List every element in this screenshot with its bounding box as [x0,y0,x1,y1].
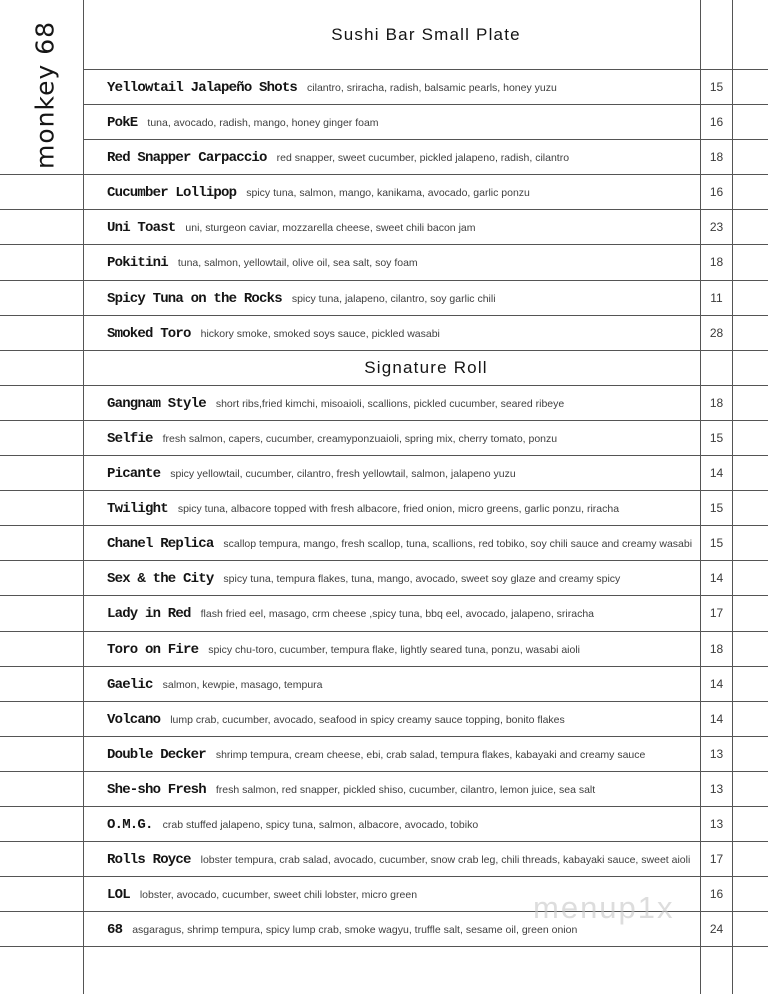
left-margin-cell [0,632,84,667]
left-margin-cell [0,386,84,421]
price-cell [700,351,733,386]
price-cell [700,105,733,140]
item-price: 15 [709,501,724,516]
item-description: spicy tuna, salmon, mango, kanikama, avocado, garlic ponzu [246,187,530,200]
right-margin-cell [733,561,768,596]
item-name: She-sho Fresh [107,781,206,798]
item-price: 16 [709,115,724,130]
left-margin-cell [0,526,84,561]
left-margin-cell [0,210,84,245]
restaurant-name: monkey 68 [30,20,60,170]
item-description: spicy tuna, jalapeno, cilantro, soy garlic chili [291,292,496,305]
item-description: salmon, kewpie, masago, tempura [162,678,323,691]
price-cell [700,386,733,421]
left-margin-cell [0,912,84,947]
menu-item-row [84,281,700,316]
item-description: spicy tuna, tempura flakes, tuna, mango, avocado, sweet soy glaze and creamy spicy [223,573,621,586]
item-price: 23 [709,220,724,235]
price-cell [700,526,733,561]
price-cell [700,737,733,772]
menu-item-row [84,386,700,421]
item-description: uni, sturgeon caviar, mozzarella cheese, sweet chili bacon jam [185,222,476,235]
price-cell [700,842,733,877]
right-margin-cell [733,912,768,947]
right-margin-cell [733,877,768,912]
item-description: spicy tuna, albacore topped with fresh albacore, fried onion, micro greens, garlic ponzu, riracha [177,503,620,516]
item-description: flash fried eel, masago, crm cheese ,spicy tuna, bbq eel, avocado, jalapeno, sriracha [200,608,595,621]
right-margin-cell [733,351,768,386]
price-cell [700,561,733,596]
item-price: 15 [709,536,724,551]
menu-item-row [84,702,700,737]
right-margin-cell [733,281,768,316]
menu-item-row [84,316,700,351]
price-cell [700,316,733,351]
item-description: fresh salmon, capers, cucumber, creamyponzuaioli, spring mix, cherry tomato, ponzu [162,432,558,445]
item-name: Selfie [107,430,153,447]
section-title: Sushi Bar Small Plate [331,25,521,44]
right-margin-cell [733,70,768,105]
menu-item-row [84,245,700,280]
price-cell [700,702,733,737]
price-cell [700,667,733,702]
left-margin-cell [0,596,84,631]
item-price: 24 [709,922,724,937]
menu-item-row [84,456,700,491]
menu-item-row [84,737,700,772]
right-margin-cell [733,702,768,737]
right-margin-cell [733,140,768,175]
item-price: 14 [709,466,724,481]
right-margin-cell [733,0,768,70]
left-margin-cell [0,737,84,772]
menu-item-row [84,105,700,140]
item-description: red snapper, sweet cucumber, pickled jalapeno, radish, cilantro [276,152,570,165]
left-margin-cell [0,281,84,316]
item-name: LOL [107,887,130,904]
right-margin-cell [733,245,768,280]
left-margin-cell [0,667,84,702]
left-margin-cell [0,316,84,351]
right-margin-cell [733,596,768,631]
menu-item-row [84,667,700,702]
price-cell [700,0,733,70]
right-margin-cell [733,526,768,561]
price-cell [700,210,733,245]
item-name: Smoked Toro [107,325,191,342]
item-price: 18 [709,395,724,410]
menu-item-row [84,175,700,210]
item-name: Picante [107,466,161,483]
item-price: 13 [709,816,724,831]
item-name: O.M.G. [107,816,153,833]
item-price: 28 [709,325,724,340]
right-margin-cell [733,842,768,877]
item-price: 11 [710,290,723,305]
item-price: 14 [709,676,724,691]
item-name: Sex & the City [107,571,214,588]
price-cell [700,912,733,947]
item-name: Chanel Replica [107,536,214,553]
item-price: 14 [709,571,724,586]
price-cell [700,421,733,456]
price-cell [700,772,733,807]
section-header-row [84,0,700,70]
right-margin-cell [733,421,768,456]
item-name: Lady in Red [107,606,191,623]
price-cell [700,140,733,175]
left-margin-cell [0,702,84,737]
right-margin-cell [733,667,768,702]
item-price: 15 [709,80,724,94]
left-margin-cell [0,245,84,280]
left-margin-cell [0,175,84,210]
right-margin-cell [733,807,768,842]
menu-item-row [84,140,700,175]
price-cell [700,70,733,105]
item-name: Gaelic [107,676,153,693]
item-description: hickory smoke, smoked soys sauce, pickled wasabi [200,327,440,340]
section-title: Signature Roll [364,357,488,377]
menu-item-row [84,526,700,561]
menu-item-row [84,842,700,877]
left-margin-cell [0,421,84,456]
item-price: 17 [709,606,724,621]
left-margin-cell [0,807,84,842]
item-description: scallop tempura, mango, fresh scallop, tuna, scallions, red tobiko, soy chili sauce and creamy wasabi [223,538,693,551]
item-name: Twilight [107,501,168,518]
price-cell [700,632,733,667]
right-margin-cell [733,737,768,772]
item-description: asgaragus, shrimp tempura, spicy lump crab, smoke wagyu, truffle salt, sesame oil, green onion [132,924,578,937]
item-price: 14 [709,711,724,726]
item-price: 13 [709,746,724,761]
right-margin-cell [733,772,768,807]
item-name: 68 [107,922,123,939]
right-margin-cell [733,210,768,245]
left-margin-cell [0,947,84,994]
right-margin-cell [733,386,768,421]
item-description: lump crab, cucumber, avocado, seafood in spicy creamy sauce topping, bonito flakes [170,713,565,726]
left-margin-cell [0,877,84,912]
item-price: 16 [709,185,724,200]
item-description: shrimp tempura, cream cheese, ebi, crab salad, tempura flakes, kabayaki and creamy sauce [215,748,646,761]
item-name: Uni Toast [107,220,176,237]
price-cell [700,947,733,994]
item-name: Volcano [107,711,161,728]
price-cell [700,877,733,912]
item-description: fresh salmon, red snapper, pickled shiso, cucumber, cilantro, lemon juice, sea salt [215,783,596,796]
menu-item-row [84,596,700,631]
left-margin-cell [0,456,84,491]
item-price: 15 [709,430,724,445]
left-margin-cell [0,351,84,386]
item-name: Yellowtail Jalapeño Shots [107,80,298,96]
item-description: spicy yellowtail, cucumber, cilantro, fresh yellowtail, salmon, jalapeno yuzu [170,468,516,481]
right-margin-cell [733,491,768,526]
right-margin-cell [733,632,768,667]
price-cell [700,281,733,316]
item-price: 18 [709,255,724,270]
right-margin-cell [733,456,768,491]
menu-item-row [84,210,700,245]
menu-item-row [84,561,700,596]
item-description: crab stuffed jalapeno, spicy tuna, salmon, albacore, avocado, tobiko [162,818,479,831]
item-description: lobster, avocado, cucumber, sweet chili lobster, micro green [139,889,418,902]
item-name: Red Snapper Carpaccio [107,150,267,167]
empty-row [84,947,700,994]
left-margin-cell [0,561,84,596]
item-description: cilantro, sriracha, radish, balsamic pearls, honey yuzu [307,82,557,94]
price-cell [700,491,733,526]
item-price: 18 [709,641,724,656]
item-price: 17 [709,852,724,867]
left-margin-cell [0,842,84,877]
left-margin-cell [0,772,84,807]
right-margin-cell [733,947,768,994]
menu-item-row [84,491,700,526]
price-cell [700,175,733,210]
item-description: tuna, avocado, radish, mango, honey ginger foam [147,117,379,130]
item-name: Toro on Fire [107,641,199,658]
price-cell [700,245,733,280]
right-margin-cell [733,175,768,210]
item-name: Cucumber Lollipop [107,185,237,202]
menu-item-row [84,421,700,456]
item-name: Rolls Royce [107,852,191,869]
item-price: 16 [709,887,724,902]
item-price: 18 [709,150,724,165]
item-name: PokE [107,115,138,132]
menu-item-row [84,632,700,667]
right-margin-cell [733,105,768,140]
price-cell [700,456,733,491]
menu-item-row [84,807,700,842]
price-cell [700,807,733,842]
item-description: lobster tempura, crab salad, avocado, cucumber, snow crab leg, chili threads, kabayaki sauce, sweet aioli [200,854,691,867]
item-name: Pokitini [107,255,168,272]
menu-item-row [84,70,700,105]
item-name: Double Decker [107,746,206,763]
item-price: 13 [709,781,724,796]
item-description: tuna, salmon, yellowtail, olive oil, sea salt, soy foam [177,257,418,270]
price-cell [700,596,733,631]
left-margin-cell [0,491,84,526]
item-name: Spicy Tuna on the Rocks [107,290,282,307]
right-margin-cell [733,316,768,351]
menu-item-row [84,772,700,807]
item-name: Gangnam Style [107,395,206,412]
item-description: short ribs,fried kimchi, misoaioli, scallions, pickled cucumber, seared ribeye [215,397,565,410]
section-header-row [84,351,700,386]
item-description: spicy chu-toro, cucumber, tempura flake, lightly seared tuna, ponzu, wasabi aioli [208,643,580,656]
watermark: menup1x [533,890,675,925]
